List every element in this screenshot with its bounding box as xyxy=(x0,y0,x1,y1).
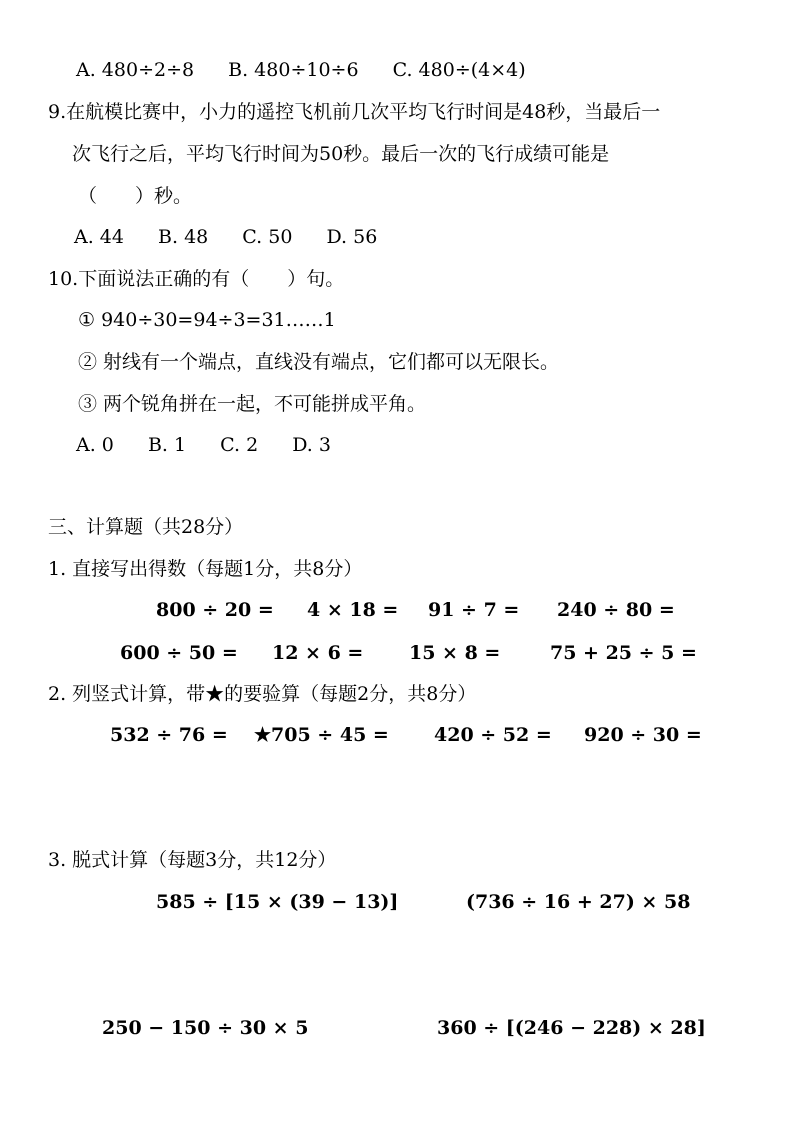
q8-options xyxy=(76,58,526,82)
q10-option-a: A. 0 xyxy=(76,434,114,456)
part2-item-1: 532 ÷ 76 = xyxy=(110,724,228,746)
q10-options xyxy=(76,433,331,457)
q10-statement-3: ③ 两个锐角拼在一起，不可能拼成平角。 xyxy=(78,393,427,415)
part3-title: 3. 脱式计算（每题3分，共12分） xyxy=(48,849,337,871)
q8-option-a: A. 480÷2÷8 xyxy=(76,59,195,81)
q9-text-line1: 9.在航模比赛中，小力的遥控飞机前几次平均飞行时间是48秒，当最后一 xyxy=(48,101,661,123)
q10-option-d: D. 3 xyxy=(292,434,331,456)
part3-item-1: 585 ÷ [15 × (39 − 13)] xyxy=(156,891,399,913)
part1-title: 1. 直接写出得数（每题1分，共8分） xyxy=(48,558,363,580)
q8-option-c: C. 480÷(4×4) xyxy=(392,59,526,81)
q10-text: 10.下面说法正确的有（ ）句。 xyxy=(48,268,345,290)
q10-statement-1: ① 940÷30=94÷3=31……1 xyxy=(78,309,336,331)
q9-option-c: C. 50 xyxy=(242,226,293,248)
q10-option-b: B. 1 xyxy=(147,434,187,456)
part1-item-1: 800 ÷ 20 = xyxy=(156,599,274,621)
part2-item-3: 420 ÷ 52 = xyxy=(434,724,552,746)
q9-option-d: D. 56 xyxy=(326,226,378,248)
q8-option-b: B. 480÷10÷6 xyxy=(228,59,359,81)
q9-option-a: A. 44 xyxy=(74,226,124,248)
q9-option-b: B. 48 xyxy=(158,226,209,248)
part1-item-2: 4 × 18 = xyxy=(307,599,399,621)
q9-text-line3: （ ）秒。 xyxy=(78,185,193,207)
part1-item-5: 600 ÷ 50 = xyxy=(120,642,238,664)
part1-item-7: 15 × 8 = xyxy=(409,642,501,664)
q10-statement-2: ② 射线有一个端点，直线没有端点，它们都可以无限长。 xyxy=(78,351,560,373)
part1-item-6: 12 × 6 = xyxy=(272,642,364,664)
part3-item-4: 360 ÷ [(246 − 228) × 28] xyxy=(437,1017,706,1039)
part3-item-3: 250 − 150 ÷ 30 × 5 xyxy=(102,1017,309,1039)
q9-text-line2: 次飞行之后，平均飞行时间为50秒。最后一次的飞行成绩可能是 xyxy=(72,143,610,165)
part2-title: 2. 列竖式计算，带★的要验算（每题2分，共8分） xyxy=(48,683,477,705)
part3-item-2: (736 ÷ 16 + 27) × 58 xyxy=(466,891,691,913)
part2-item-4: 920 ÷ 30 = xyxy=(584,724,702,746)
part1-item-3: 91 ÷ 7 = xyxy=(428,599,520,621)
part1-item-8: 75 + 25 ÷ 5 = xyxy=(550,642,697,664)
section3-title: 三、计算题（共28分） xyxy=(48,516,244,538)
q9-options xyxy=(74,225,377,249)
part1-item-4: 240 ÷ 80 = xyxy=(557,599,675,621)
q10-option-c: C. 2 xyxy=(220,434,259,456)
part2-item-2: ★705 ÷ 45 = xyxy=(254,724,389,746)
